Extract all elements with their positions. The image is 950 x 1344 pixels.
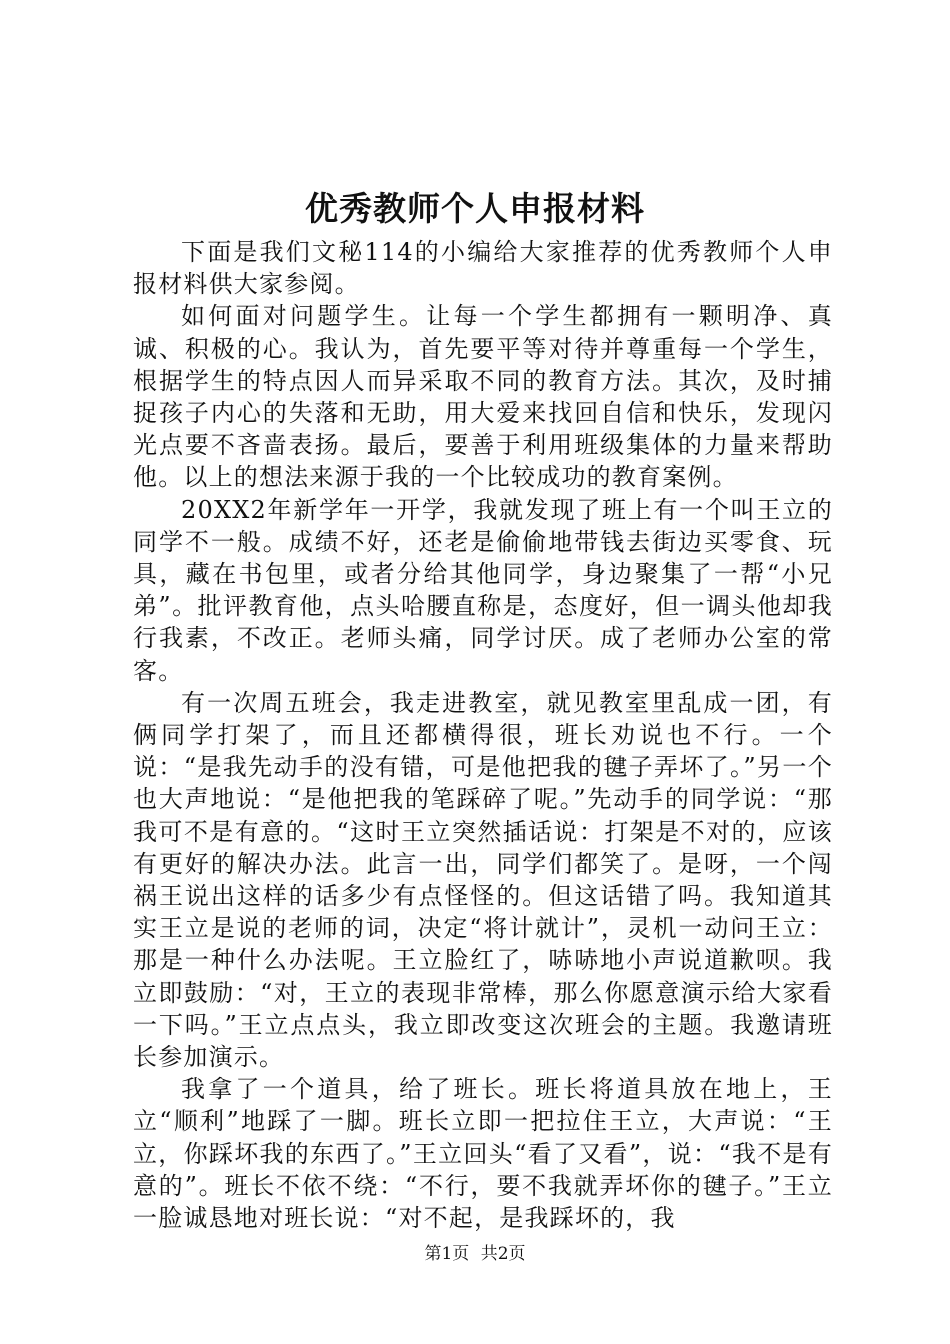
paragraph: 下面是我们文秘114的小编给大家推荐的优秀教师个人申报材料供大家参阅。 xyxy=(133,238,833,299)
paragraph: 20XX2年新学年一开学，我就发现了班上有一个叫王立的同学不一般。成绩不好，还老是偷偷地带钱去街边买零食、玩具，藏在书包里，或者分给其他同学，身边聚集了一帮“小兄弟”。批评教育他，点头哈腰直称是，态度好，但一调头他却我行我素，不改正。老师头痛，同学讨厌。成了老师办公室的常客。 xyxy=(133,495,833,685)
paragraph: 如何面对问题学生。让每一个学生都拥有一颗明净、真诚、积极的心。我认为，首先要平等对待并尊重每一个学生，根据学生的特点因人而异采取不同的教育方法。其次，及时捕捉孩子内心的失落和无助，用大爱来找回自信和快乐，发现闪光点要不吝啬表扬。最后，要善于利用班级集体的力量来帮助他。以上的想法来源于我的一个比较成功的教育案例。 xyxy=(133,302,833,492)
document-body xyxy=(133,236,833,1234)
page-total: 共2页 xyxy=(480,1244,526,1264)
page-footer xyxy=(0,1242,950,1266)
paragraph: 我拿了一个道具，给了班长。班长将道具放在地上，王立“顺利”地踩了一脚。班长立即一把拉住王立，大声说：“王立，你踩坏我的东西了。”王立回头“看了又看”，说：“我不是有意的”。班长不依不绕：“不行，要不我就弄坏你的毽子。”王立一脸诚恳地对班长说：“对不起，是我踩坏的，我 xyxy=(133,1075,833,1233)
document-title: 优秀教师个人申报材料 xyxy=(305,189,645,228)
paragraph: 有一次周五班会，我走进教室，就见教室里乱成一团，有俩同学打架了，而且还都横得很，班长劝说也不行。一个说：“是我先动手的没有错，可是他把我的毽子弄坏了。”另一个也大声地说：“是他把我的笔踩碎了呢。”先动手的同学说：“那我可不是有意的。“这时王立突然插话说：打架是不对的，应该有更好的解决办法。此言一出，同学们都笑了。是呀，一个闯祸王说出这样的话多少有点怪怪的。但这话错了吗。我知道其实王立是说的老师的词，决定“将计就计”，灵机一动问王立：那是一种什么办法呢。王立脸红了，哧哧地小声说道歉呗。我立即鼓励：“对，王立的表现非常棒，那么你愿意演示给大家看一下吗。”王立点点头，我立即改变这次班会的主题。我邀请班长参加演示。 xyxy=(133,688,833,1072)
page-number: 第1页 xyxy=(424,1244,470,1264)
